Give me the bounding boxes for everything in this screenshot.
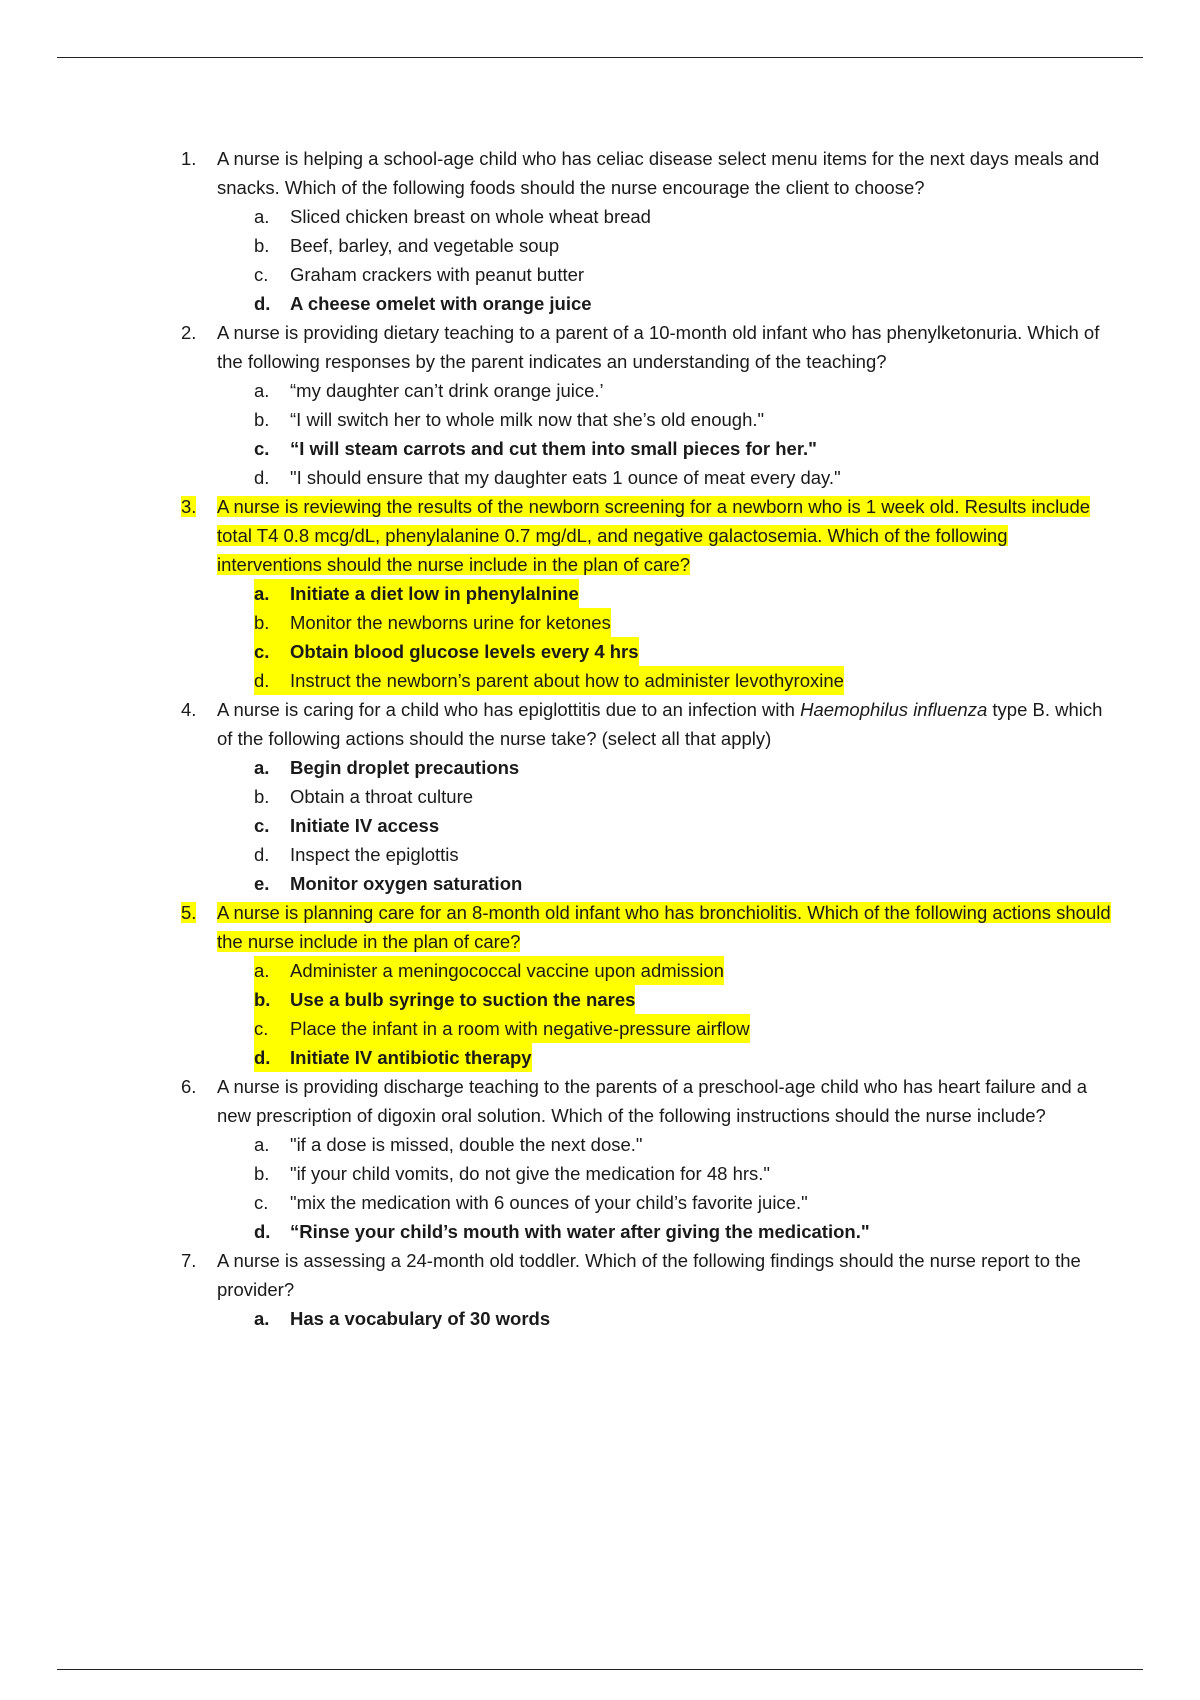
option-letter: d. [254, 844, 270, 865]
question-5 [0, 898, 1200, 1072]
option-letter: b. [254, 235, 270, 256]
option-letter: b. [254, 786, 270, 807]
answer-option-correct [0, 869, 1200, 898]
option-text: Obtain blood glucose levels every 4 hrs [290, 637, 639, 666]
option-text: "if a dose is missed, double the next dose." [290, 1134, 643, 1155]
answer-option [0, 1188, 1200, 1217]
option-letter: c. [254, 1014, 290, 1043]
answer-option [0, 405, 1200, 434]
question-text: A nurse is assessing a 24-month old toddler. Which of the following findings should the nurse report to the provider? [217, 1250, 1081, 1300]
question-2 [0, 318, 1200, 492]
question-6 [0, 1072, 1200, 1246]
answer-option-correct [0, 1217, 1200, 1246]
option-letter: d. [254, 666, 290, 695]
option-text: Graham crackers with peanut butter [290, 264, 585, 285]
question-text [217, 492, 1117, 579]
answer-option [0, 231, 1200, 260]
option-text: Initiate IV access [290, 815, 440, 836]
answer-option [0, 956, 1200, 985]
question-4 [0, 695, 1200, 898]
question-number [181, 492, 217, 521]
question-number: 2. [181, 322, 197, 343]
question-text: A nurse is helping a school-age child who has celiac disease select menu items for the next days meals and snacks. Which of the following foods should the nurse encourage the client to choose? [217, 148, 1100, 198]
answer-option-correct [0, 579, 1200, 608]
option-letter: a. [254, 757, 270, 778]
option-letter: a. [254, 1308, 270, 1329]
question-number: 1. [181, 148, 197, 169]
question-number: 6. [181, 1076, 197, 1097]
organism-name: Haemophilus influenza [800, 699, 988, 720]
answer-option [0, 463, 1200, 492]
option-text: Beef, barley, and vegetable soup [290, 235, 560, 256]
option-letter: c. [254, 815, 270, 836]
option-text: Begin droplet precautions [290, 757, 520, 778]
option-letter: b. [254, 985, 290, 1014]
answer-option-correct [0, 289, 1200, 318]
option-text: “my daughter can’t drink orange juice.’ [290, 380, 604, 401]
option-letter: c. [254, 438, 270, 459]
option-text: Place the infant in a room with negative-pressure airflow [290, 1014, 750, 1043]
question-text-highlight: A nurse is reviewing the results of the newborn screening for a newborn who is 1 week old. Results include total T4 0.8 mcg/dL, phenylalanine 0.7 mg/dL, and negative galactosemia. Which of the following interventions should the nurse include in the plan of care? [217, 496, 1091, 575]
option-text: Instruct the newborn’s parent about how to administer levothyroxine [290, 666, 844, 695]
answer-option-correct [0, 811, 1200, 840]
answer-option [0, 376, 1200, 405]
answer-option-correct [0, 985, 1200, 1014]
option-text: Has a vocabulary of 30 words [290, 1308, 551, 1329]
answer-option-correct [0, 753, 1200, 782]
option-text: Inspect the epiglottis [290, 844, 459, 865]
answer-option [0, 202, 1200, 231]
answer-option [0, 782, 1200, 811]
question-number-text: 3. [181, 496, 197, 517]
option-letter: c. [254, 264, 269, 285]
answer-option [0, 1014, 1200, 1043]
bottom-rule [57, 1669, 1143, 1670]
option-letter: b. [254, 409, 270, 430]
option-letter: d. [254, 1221, 271, 1242]
question-7 [0, 1246, 1200, 1333]
question-number-text: 5. [181, 902, 197, 923]
question-number: 4. [181, 699, 197, 720]
option-text: Obtain a throat culture [290, 786, 474, 807]
answer-option [0, 666, 1200, 695]
option-text: Use a bulb syringe to suction the nares [290, 985, 635, 1014]
option-text: Sliced chicken breast on whole wheat bread [290, 206, 651, 227]
question-text-end: type B. which of the following actions should the nurse take? (select all that apply) [217, 699, 1103, 749]
question-text-start: A nurse is caring for a child who has epiglottitis due to an infection with [217, 699, 801, 720]
question-text-highlight: A nurse is planning care for an 8-month old infant who has bronchiolitis. Which of the following actions should the nurse include in the plan of care? [217, 902, 1111, 952]
option-text: Initiate a diet low in phenylalnine [290, 579, 579, 608]
question-text [217, 695, 1117, 753]
option-letter: a. [254, 380, 270, 401]
answer-option [0, 1159, 1200, 1188]
option-text: Monitor the newborns urine for ketones [290, 608, 611, 637]
option-text: A cheese omelet with orange juice [290, 293, 592, 314]
answer-option [0, 840, 1200, 869]
option-text: "I should ensure that my daughter eats 1 ounce of meat every day." [290, 467, 841, 488]
answer-option [0, 260, 1200, 289]
option-letter: d. [254, 1043, 290, 1072]
option-letter: b. [254, 608, 290, 637]
option-text: "mix the medication with 6 ounces of your child’s favorite juice." [290, 1192, 808, 1213]
option-text: Initiate IV antibiotic therapy [290, 1043, 532, 1072]
answer-option-correct [0, 1304, 1200, 1333]
answer-option-correct [0, 434, 1200, 463]
question-number: 7. [181, 1250, 197, 1271]
option-letter: b. [254, 1163, 270, 1184]
option-letter: d. [254, 467, 270, 488]
option-text: Monitor oxygen saturation [290, 873, 523, 894]
answer-option [0, 608, 1200, 637]
option-text: Administer a meningococcal vaccine upon admission [290, 956, 724, 985]
answer-option-correct [0, 637, 1200, 666]
question-1 [0, 144, 1200, 318]
option-text: “I will steam carrots and cut them into small pieces for her." [290, 438, 817, 459]
answer-option-correct [0, 1043, 1200, 1072]
question-text: A nurse is providing dietary teaching to a parent of a 10-month old infant who has phenylketonuria. Which of the following responses by the parent indicates an understanding of the teaching? [217, 322, 1100, 372]
option-letter: a. [254, 956, 290, 985]
question-list [0, 144, 1200, 1333]
top-rule [57, 57, 1143, 58]
answer-option [0, 1130, 1200, 1159]
question-number [181, 898, 217, 927]
option-letter: e. [254, 873, 270, 894]
option-letter: c. [254, 1192, 269, 1213]
option-letter: a. [254, 1134, 270, 1155]
question-text [217, 898, 1117, 956]
option-letter: c. [254, 637, 290, 666]
option-text: "if your child vomits, do not give the medication for 48 hrs." [290, 1163, 770, 1184]
question-text: A nurse is providing discharge teaching to the parents of a preschool-age child who has heart failure and a new prescription of digoxin oral solution. Which of the following instructions should the nurse include? [217, 1076, 1088, 1126]
option-letter: a. [254, 206, 270, 227]
option-text: “Rinse your child’s mouth with water after giving the medication." [290, 1221, 870, 1242]
option-letter: d. [254, 293, 271, 314]
question-3 [0, 492, 1200, 695]
option-text: “I will switch her to whole milk now that she’s old enough." [290, 409, 765, 430]
option-letter: a. [254, 579, 290, 608]
